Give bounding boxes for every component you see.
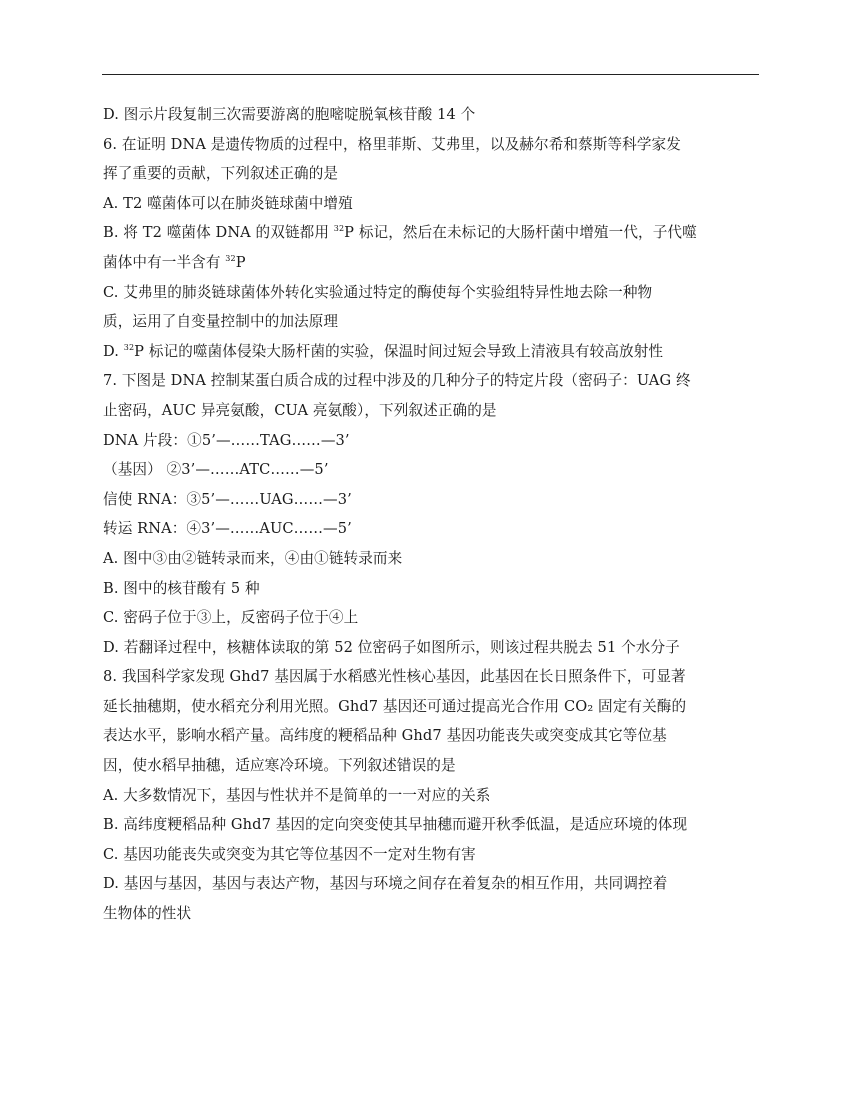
sequence-line: 信使 RNA：③5’—……UAG……—3’	[103, 490, 352, 508]
text-span: D.	[103, 342, 124, 360]
option-a: A. 大多数情况下，基因与性状并不是简单的一一对应的关系	[103, 786, 491, 804]
text-line: 质，运用了自变量控制中的加法原理	[103, 313, 339, 331]
option-b	[103, 218, 763, 248]
sequence-line: 转运 RNA：④3’—……AUC……—5’	[103, 520, 352, 538]
question-6-stem: 6. 在证明 DNA 是遗传物质的过程中，格里菲斯、艾弗里，以及赫尔希和蔡斯等科学家发	[103, 135, 681, 153]
option-b: B. 图中的核苷酸有 5 种	[103, 579, 260, 597]
header-rule	[102, 74, 759, 75]
text-span: P 标记的噬菌体侵染大肠杆菌的实验，保温时间过短会导致上清液具有较高放射性	[134, 342, 664, 360]
document-body	[103, 100, 763, 929]
question-8-stem: 8. 我国科学家发现 Ghd7 基因属于水稻感光性核心基因，此基因在长日照条件下，可显著	[103, 668, 686, 686]
text-line	[103, 248, 763, 278]
text-line: 表达水平，影响水稻产量。高纬度的粳稻品种 Ghd7 基因功能丧失或突变成其它等位基	[103, 727, 667, 745]
option-d	[103, 337, 763, 367]
sequence-line: DNA 片段：①5’—……TAG……—3’	[103, 431, 350, 449]
text-line: 延长抽穗期，使水稻充分利用光照。Ghd7 基因还可通过提高光合作用 CO₂ 固定有关酶的	[103, 697, 687, 715]
text-line: 挥了重要的贡献，下列叙述正确的是	[103, 165, 339, 183]
option-c: C. 密码子位于③上，反密码子位于④上	[103, 609, 359, 627]
option-b: B. 高纬度粳稻品种 Ghd7 基因的定向突变使其早抽穗而避开秋季低温，是适应环境的体现	[103, 816, 688, 834]
option-d: D. 若翻译过程中，核糖体读取的第 52 位密码子如图所示，则该过程共脱去 51 个水分子	[103, 638, 680, 656]
text-line: 因，使水稻早抽穗，适应寒冷环境。下列叙述错误的是	[103, 757, 456, 775]
option-c: C. 艾弗里的肺炎链球菌体外转化实验通过特定的酶使每个实验组特异性地去除一种物	[103, 283, 653, 301]
text-span: B. 将 T2 噬菌体 DNA 的双链都用	[103, 224, 334, 242]
text-line: D. 图示片段复制三次需要游离的胞嘧啶脱氧核苷酸 14 个	[103, 106, 476, 123]
question-7-stem: 7. 下图是 DNA 控制某蛋白质合成的过程中涉及的几种分子的特定片段（密码子：UAG 终	[103, 372, 691, 390]
text-span: 菌体中有一半含有	[103, 253, 226, 271]
text-line: 止密码，AUC 异亮氨酸，CUA 亮氨酸），下列叙述正确的是	[103, 401, 497, 419]
option-d: D. 基因与基因，基因与表达产物，基因与环境之间存在着复杂的相互作用，共同调控着	[103, 875, 668, 893]
option-a: A. 图中③由②链转录而来，④由①链转录而来	[103, 549, 403, 567]
sequence-line: （基因） ②3’—……ATC……—5’	[103, 461, 329, 479]
isotope-mass-number: 32	[225, 253, 236, 263]
text-span: P	[235, 253, 246, 271]
option-c: C. 基因功能丧失或突变为其它等位基因不一定对生物有害	[103, 845, 476, 863]
text-line: 生物体的性状	[103, 905, 192, 923]
isotope-mass-number: 32	[333, 224, 345, 234]
text-span: P 标记，然后在未标记的大肠杆菌中增殖一代，子代噬	[344, 224, 697, 242]
isotope-mass-number: 32	[123, 342, 135, 352]
option-a: A. T2 噬菌体可以在肺炎链球菌中增殖	[103, 194, 353, 212]
